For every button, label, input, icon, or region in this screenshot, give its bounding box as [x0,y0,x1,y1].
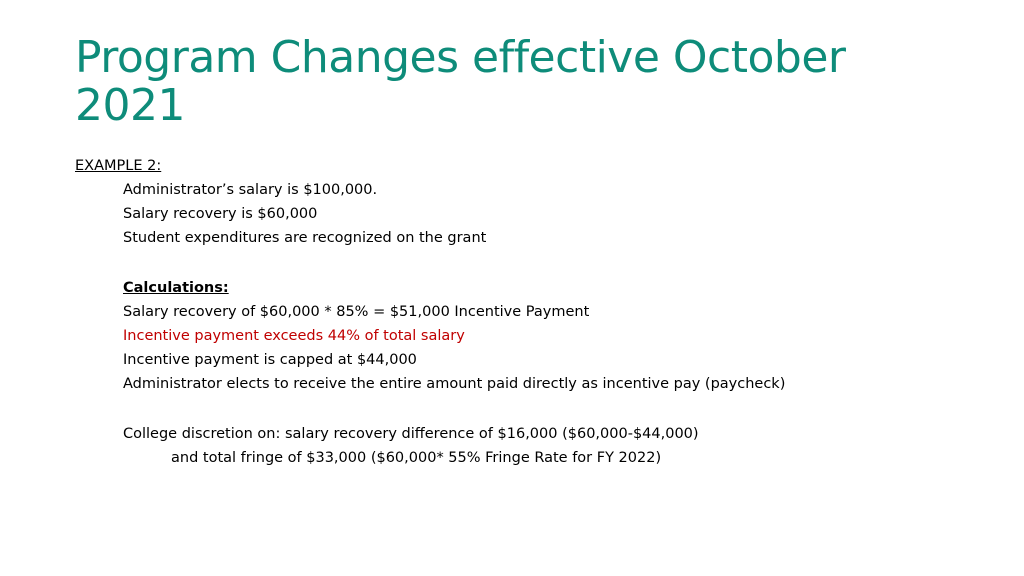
spacer [75,396,975,422]
discretion-line-2: and total fringe of $33,000 ($60,000* 55% Fringe Rate for FY 2022) [171,450,662,466]
fact-line-salary: Administrator’s salary is $100,000. [123,182,378,198]
slide-body [75,154,975,470]
slide-title: Program Changes effective October 2021 [75,32,846,131]
spacer [75,250,975,276]
example-heading: EXAMPLE 2: [75,158,162,174]
discretion-line-1: College discretion on: salary recovery difference of $16,000 ($60,000-$44,000) [123,426,699,442]
calculations-heading: Calculations: [123,280,229,296]
calculation-line-exceeds: Incentive payment exceeds 44% of total salary [123,328,465,344]
fact-line-recovery: Salary recovery is $60,000 [123,206,318,222]
calculation-line-capped: Incentive payment is capped at $44,000 [123,352,417,368]
calculation-line-incentive: Salary recovery of $60,000 * 85% = $51,000 Incentive Payment [123,304,590,320]
fact-line-expenditures: Student expenditures are recognized on the grant [123,230,487,246]
calculation-line-elects: Administrator elects to receive the entire amount paid directly as incentive pay (paycheck) [123,376,786,392]
